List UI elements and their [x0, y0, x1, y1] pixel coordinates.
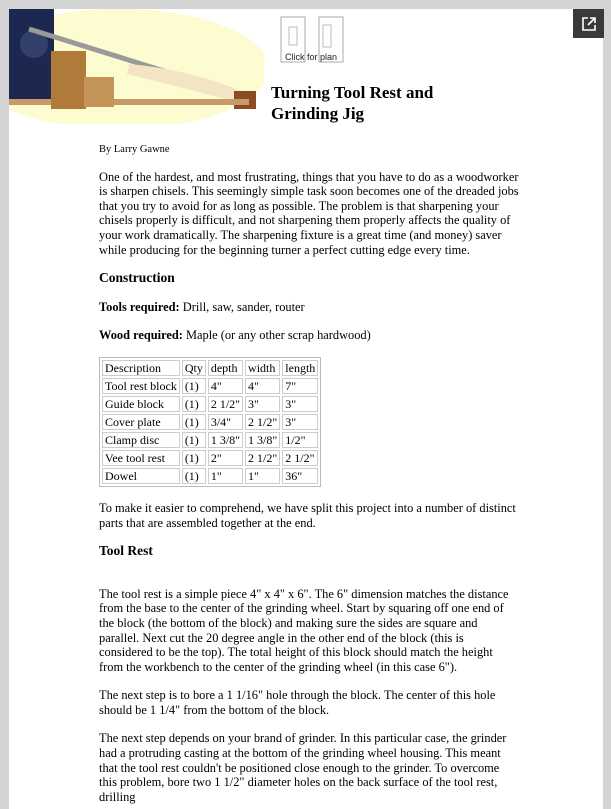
header-cell: length [282, 360, 318, 376]
cell: (1) [182, 378, 206, 394]
cell: 2 1/2" [282, 450, 318, 466]
tool-rest-paragraph: The tool rest is a simple piece 4" x 4" x 6". The 6" dimension matches the distance from the base to the center of the grinding wheel. Start by squaring off one end of the block (the bottom of the block) and making sure the sides are square and parallel. Next cut the 20 degree angle in the other end of the block (this is considered to be the top). The total height of this block should match the height from the workbench to the center of the grinding wheel (in this case 6"). [99, 586, 509, 674]
cell: 2 1/2" [245, 414, 280, 430]
cell: (1) [182, 450, 206, 466]
cell: 7" [282, 378, 318, 394]
cell: 3/4" [208, 414, 243, 430]
header-cell: Description [102, 360, 180, 376]
plan-drawing [279, 15, 345, 71]
plan-thumbnail-label: Click for plan [285, 52, 338, 62]
intro-paragraph: One of the hardest, and most frustrating, things that you have to do as a woodworker is sharpen chisels. This seemingly simple task soon becomes one of the dreaded jobs that you try to avoid for as long as possible. The problem is that sharpening your chisels properly is difficult, and not sharpening them properly affects the quality of your work dramatically. The sharpening fixture is a great time (and money) saver while producing for the beginning turner a perfect cutting edge every time. [99, 169, 519, 257]
wood-value: Maple (or any other scrap hardwood) [182, 328, 371, 343]
cell: 1" [208, 468, 243, 484]
cell: 4" [208, 378, 243, 394]
tool-rest-heading: Tool Rest [99, 543, 153, 559]
cell: 3" [282, 396, 318, 412]
table-row [102, 414, 318, 430]
parts-table [99, 357, 321, 487]
tools-required [99, 300, 519, 315]
cell: 1" [245, 468, 280, 484]
cell: (1) [182, 468, 206, 484]
cell: Cover plate [102, 414, 180, 430]
cell: 1 3/8" [208, 432, 243, 448]
header-cell: depth [208, 360, 243, 376]
cell: Tool rest block [102, 378, 180, 394]
cell: 36" [282, 468, 318, 484]
header-cell: Qty [182, 360, 206, 376]
table-row [102, 432, 318, 448]
document-page [9, 9, 603, 809]
cell: Dowel [102, 468, 180, 484]
plan-thumbnail-link[interactable] [279, 15, 345, 71]
byline: By Larry Gawne [99, 144, 170, 155]
cell: Guide block [102, 396, 180, 412]
tool-rest-paragraph: The next step depends on your brand of grinder. In this particular case, the grinder had a protruding casting at the bottom of the grinding wheel housing. This meant that the tool rest couldn't be positioned close enough to the grinder. To overcome this problem, bore two 1 1/2" diameter holes on the back surface of the tool rest, drilling [99, 731, 507, 804]
cell: 2 1/2" [245, 450, 280, 466]
cell: 4" [245, 378, 280, 394]
wood-required [99, 328, 519, 343]
tools-value: Drill, saw, sander, router [179, 299, 305, 314]
tools-label: Tools required: [99, 299, 180, 314]
header-cell: width [245, 360, 280, 376]
cell: Clamp disc [102, 432, 180, 448]
open-external-icon [581, 16, 597, 32]
cell: (1) [182, 396, 206, 412]
page-title: Turning Tool Rest and Grinding Jig [271, 83, 434, 123]
table-row [102, 378, 318, 394]
open-external-button[interactable] [573, 9, 604, 38]
table-row [102, 450, 318, 466]
cell: 2 1/2" [208, 396, 243, 412]
cell: 1/2" [282, 432, 318, 448]
cell: (1) [182, 414, 206, 430]
tool-rest-paragraph: The next step is to bore a 1 1/16" hole through the block. The center of this hole should be 1 1/4" from the bottom of the block. [99, 688, 496, 717]
construction-heading: Construction [99, 270, 175, 286]
table-row [102, 396, 318, 412]
cell: 3" [282, 414, 318, 430]
table-header-row [102, 360, 318, 376]
article-body [99, 143, 519, 809]
cell: 2" [208, 450, 243, 466]
cell: 3" [245, 396, 280, 412]
split-paragraph: To make it easier to comprehend, we have split this project into a number of distinct parts that are assembled together at the end. [99, 500, 516, 530]
cell: 1 3/8" [245, 432, 280, 448]
hero-photo [9, 9, 264, 124]
cell: Vee tool rest [102, 450, 180, 466]
cell: (1) [182, 432, 206, 448]
wood-label: Wood required: [99, 328, 183, 343]
table-row [102, 468, 318, 484]
